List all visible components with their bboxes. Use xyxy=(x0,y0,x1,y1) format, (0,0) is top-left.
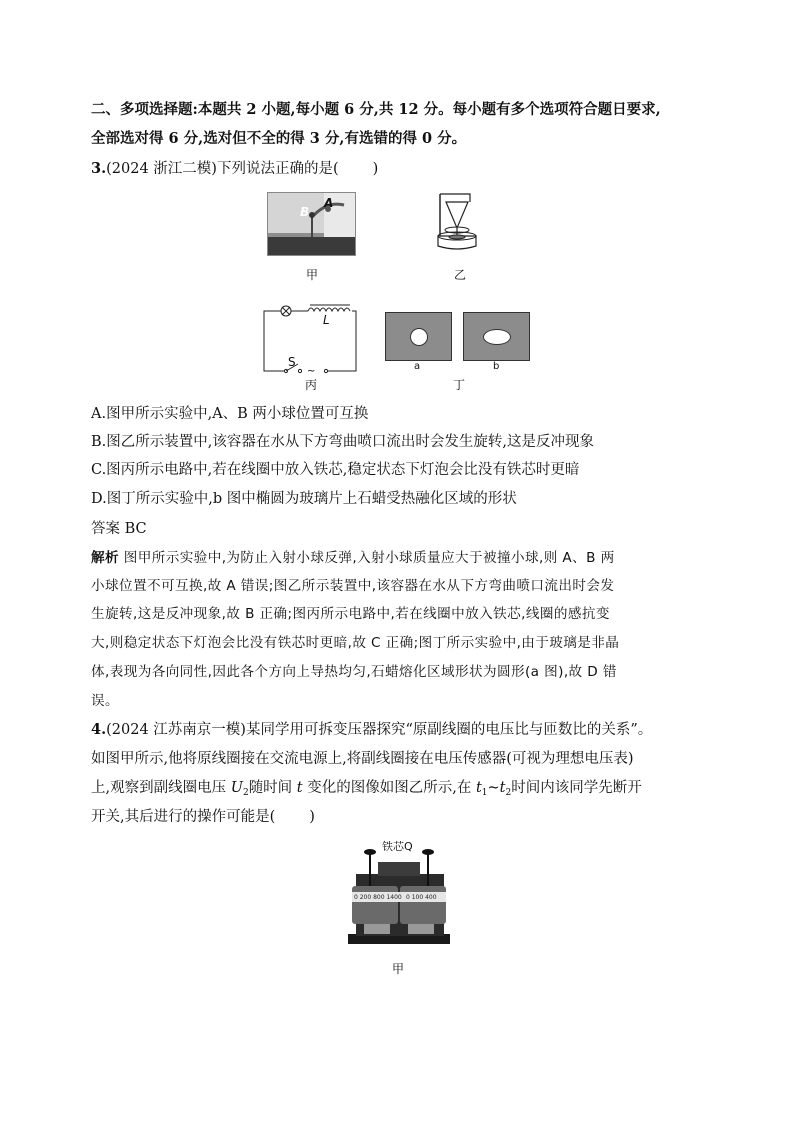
figure-jia-caption: 甲 xyxy=(306,268,319,282)
section-title-line-1: 二、多项选择题:本题共 2 小题,每小题 6 分,共 12 分。每小题有多个选项符合题日要求, xyxy=(91,101,661,118)
figure-bing-circuit xyxy=(262,304,362,376)
q3-explanation-line-3: 生旋转,这是反冲现象,故 B 正确;图丙所示电路中,若在线圈中放入铁芯,线圈的感抗变 xyxy=(91,606,610,622)
q4-line-3 xyxy=(91,778,642,803)
ball-a-label: A xyxy=(324,196,334,210)
ac-source-symbol: ~ xyxy=(307,366,316,376)
secondary-scale: 0 100 400 xyxy=(406,894,437,901)
panel-a-label: a xyxy=(414,361,421,372)
answer-label: 答案 xyxy=(91,521,120,537)
q4-text-3a: 上,观察到副线圈电压 xyxy=(91,780,231,796)
q3-stem-text: 下列说法正确的是( xyxy=(216,161,339,177)
ellipse-melt-region xyxy=(483,329,511,345)
q4-source: (2024 江苏南京一模) xyxy=(106,722,246,738)
q3-option-c: C.图丙所示电路中,若在线圈中放入铁芯,稳定状态下灯泡会比没有铁芯时更暗 xyxy=(91,462,580,478)
q4-text-3d: 时间内该同学先断开 xyxy=(511,780,642,796)
q3-number: 3. xyxy=(91,160,107,177)
ball-b-label: B xyxy=(300,205,310,219)
q4-line-1 xyxy=(91,720,652,740)
time-symbol: t xyxy=(296,780,303,796)
figure-yi-caption: 乙 xyxy=(454,268,467,282)
voltage-subscript: 2 xyxy=(242,788,249,798)
circle-melt-region xyxy=(410,328,428,346)
figure-transformer-caption: 甲 xyxy=(392,962,405,976)
explanation-text-1: 图甲所示实验中,为防止入射小球反弹,入射小球质量应大于被撞小球,则 A、B 两 xyxy=(123,550,615,566)
q3-explanation-line-6: 误。 xyxy=(91,693,119,709)
q3-stem xyxy=(91,159,378,179)
collision-apparatus-image xyxy=(268,193,355,255)
q4-number: 4. xyxy=(91,721,107,738)
t1-symbol: t xyxy=(475,780,482,796)
primary-scale: 0 200 800 1400 xyxy=(354,894,402,901)
figure-bing-caption: 丙 xyxy=(305,378,318,392)
q3-source: (2024 浙江二模) xyxy=(106,161,217,177)
switch-label: S xyxy=(288,355,296,369)
q4-text-3c: 变化的图像如图乙所示,在 xyxy=(302,780,476,796)
q3-explanation-line-1 xyxy=(91,548,615,568)
voltage-symbol: U xyxy=(230,780,243,796)
q4-text-4: 开关,其后进行的操作可能是( xyxy=(91,809,276,825)
q3-answer xyxy=(91,519,147,539)
q4-paren-end: ) xyxy=(309,809,315,825)
q3-option-d: D.图丁所示实验中,b 图中椭圆为玻璃片上石蜡受热融化区域的形状 xyxy=(91,491,517,507)
figure-jia-photo xyxy=(267,192,356,256)
q3-stem-end: ) xyxy=(372,161,379,177)
core-label: 铁芯Q xyxy=(382,840,413,853)
t2-subscript: 2 xyxy=(505,788,512,798)
explanation-label: 解析 xyxy=(91,550,119,566)
q3-explanation-line-5: 体,表现为各向同性,因此各个方向上导热均匀,石蜡熔化区域形状为圆形(a 图),故 D 错 xyxy=(91,664,617,680)
panel-b-label: b xyxy=(493,361,500,372)
q3-option-a: A.图甲所示实验中,A、B 两小球位置可互换 xyxy=(91,406,369,422)
q4-text-1: 某同学用可拆变压器探究“原副线圈的电压比与匝数比的关系”。 xyxy=(245,722,653,738)
q3-option-b: B.图乙所示装置中,该容器在水从下方弯曲喷口流出时会发生旋转,这是反冲现象 xyxy=(91,434,594,450)
figure-ding-panel-a xyxy=(385,312,452,361)
figure-transformer xyxy=(348,838,450,944)
figure-ding-caption: 丁 xyxy=(453,378,466,392)
section-title-line-2: 全部选对得 6 分,选对但不全的得 3 分,有选错的得 0 分。 xyxy=(91,130,467,147)
figure-ding-panel-b xyxy=(463,312,530,361)
range-tilde: ~ xyxy=(487,780,500,796)
figure-yi-rotating-container xyxy=(430,190,490,256)
t1-subscript: 1 xyxy=(481,788,488,798)
t2-symbol: t xyxy=(499,780,506,796)
q4-line-4 xyxy=(91,807,315,827)
q3-explanation-line-4: 大,则稳定状态下灯泡会比没有铁芯时更暗,故 C 正确;图丁所示实验中,由于玻璃是非晶 xyxy=(91,635,620,651)
answer-value: BC xyxy=(124,521,147,537)
q4-line-2: 如图甲所示,他将原线圈接在交流电源上,将副线圈接在电压传感器(可视为理想电压表) xyxy=(91,751,634,767)
inductor-label: L xyxy=(323,313,330,327)
q4-text-3b: 随时间 xyxy=(248,780,297,796)
q3-explanation-line-2: 小球位置不可互换,故 A 错误;图乙所示装置中,该容器在水从下方弯曲喷口流出时会发 xyxy=(91,578,615,594)
